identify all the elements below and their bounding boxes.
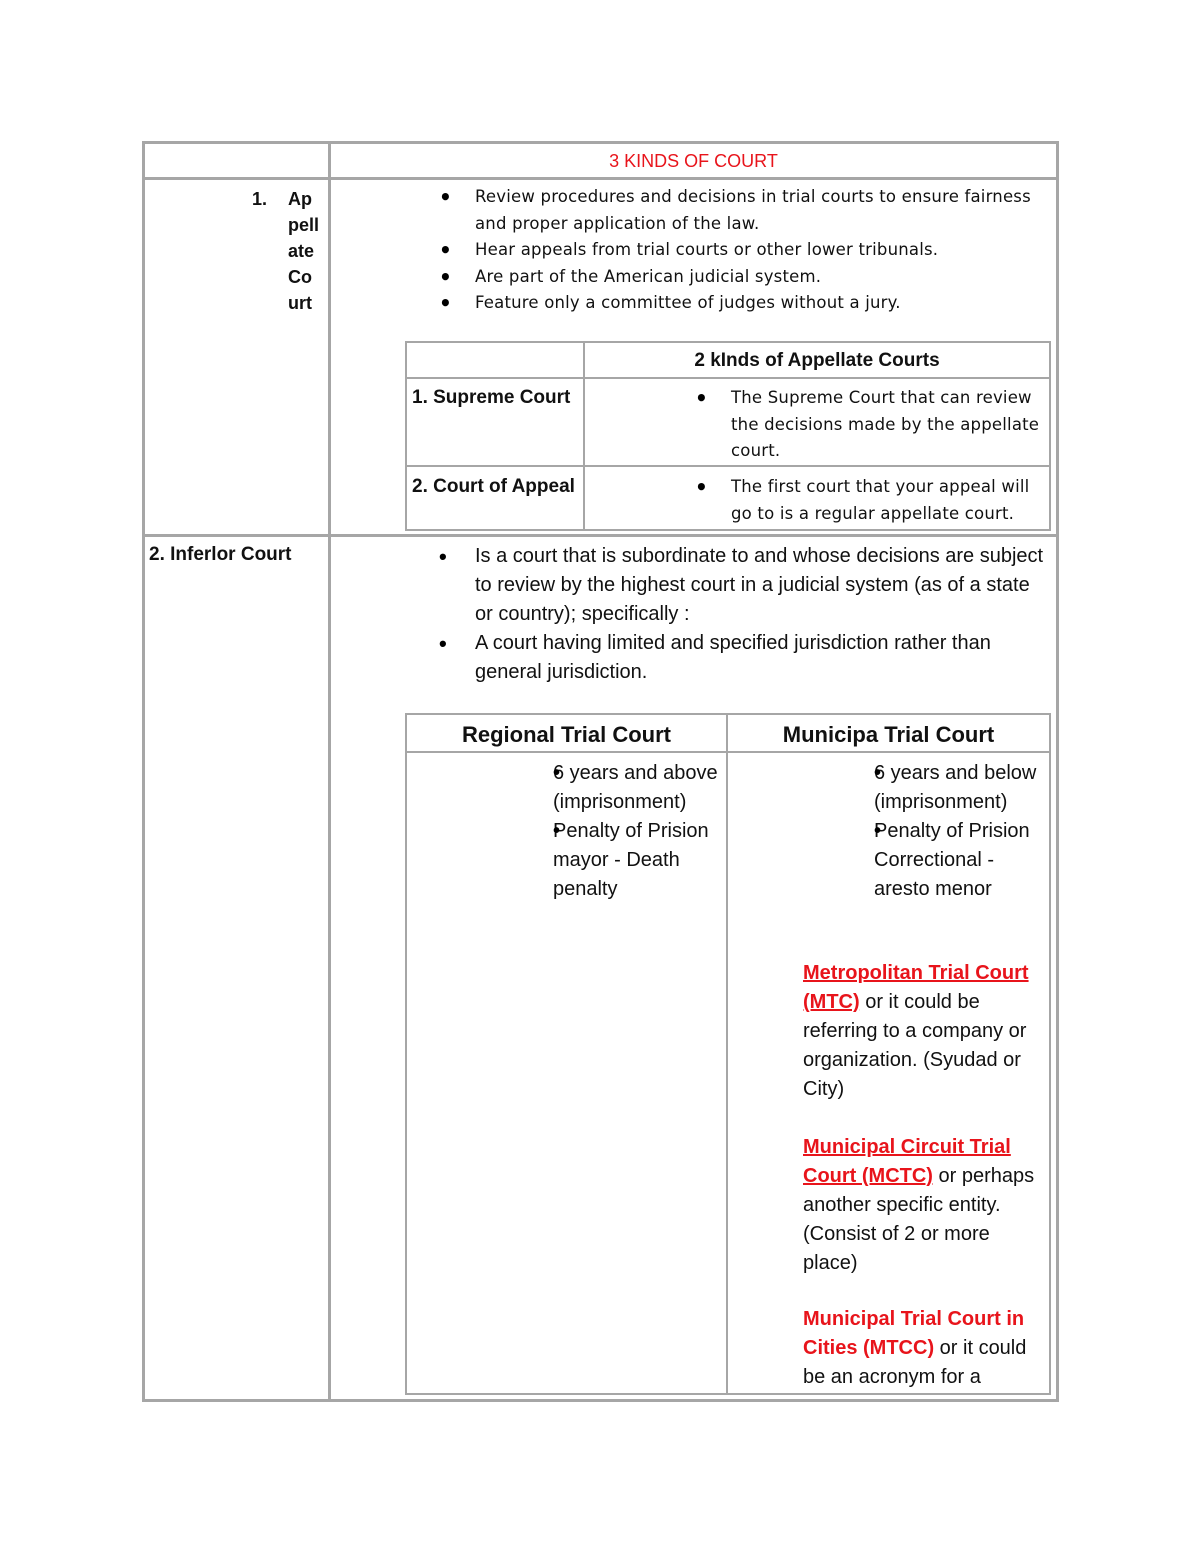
court-note-text: or perhaps another specific entity. (Consist of 2 or more place): [803, 1165, 1035, 1274]
list-item: • 6 years and above (imprisonment): [517, 759, 723, 817]
appellate-label: [288, 186, 328, 316]
list-item: • The first court that your appeal will go to is a regular appellate court.: [695, 474, 1047, 527]
list-item: • A court having limited and specified jurisdiction rather than general jurisdiction.: [439, 629, 1051, 687]
municipal-trial-court-bullets: [838, 759, 1048, 904]
municipal-trial-court-header: Municipa Trial Court: [782, 722, 995, 747]
appellate-label-line: ate: [288, 241, 315, 261]
court-note: [803, 959, 1048, 1104]
court-term: Metropolitan Trial Court (MTC): [803, 962, 1029, 1013]
inferior-court-label: 2. Inferlor Court: [149, 544, 292, 565]
appellate-subtable-header: 2 kInds of Appellate Courts: [694, 350, 940, 371]
appellate-label-line: urt: [288, 293, 312, 313]
list-item: • Feature only a committee of judges without a jury.: [439, 290, 1054, 317]
appellate-label-line: Ap: [288, 189, 312, 209]
appellate-label-line: Co: [288, 267, 312, 287]
list-item: • The Supreme Court that can review the decisions made by the appellate court.: [695, 385, 1047, 465]
list-item: • Review procedures and decisions in trial courts to ensure fairness and proper application of the law.: [439, 184, 1054, 237]
list-item: • Hear appeals from trial courts or other lower tribunals.: [439, 237, 1054, 264]
supreme-court-bullets: [695, 385, 1047, 465]
list-item: • 6 years and below (imprisonment): [838, 759, 1048, 817]
court-note-text: or it could be referring to a company or organization. (Syudad or City): [803, 991, 1027, 1100]
list-item: • Is a court that is subordinate to and whose decisions are subject to review by the highest court in a judicial system (as of a state or country); specifically :: [439, 542, 1051, 629]
court-note: [803, 1305, 1048, 1392]
main-table-header: 3 KINDS OF COURT: [609, 151, 778, 171]
list-item: • Are part of the American judicial system.: [439, 264, 1054, 291]
court-of-appeal-bullets: [695, 474, 1047, 527]
list-item: • Penalty of Prision Correctional - aresto menor: [838, 817, 1048, 904]
regional-trial-court-header: Regional Trial Court: [461, 722, 672, 747]
court-note-text: or it could be an acronym for a: [803, 1337, 1027, 1388]
inferior-bullets: [439, 542, 1051, 687]
appellate-bullets: [439, 184, 1054, 317]
regional-trial-court-bullets: [517, 759, 723, 904]
appellate-number: 1.: [252, 189, 268, 209]
court-term: Municipal Trial Court in Cities (MTCC): [803, 1308, 1025, 1359]
court-note: [803, 1133, 1048, 1278]
appellate-label-line: pell: [288, 215, 320, 235]
court-term: Municipal Circuit Trial Court (MCTC): [803, 1136, 1011, 1187]
list-item: • Penalty of Prision mayor - Death penalty: [517, 817, 723, 904]
court-of-appeal-label: 2. Court of Appeal: [412, 476, 575, 497]
supreme-court-label: 1. Supreme Court: [412, 387, 571, 408]
